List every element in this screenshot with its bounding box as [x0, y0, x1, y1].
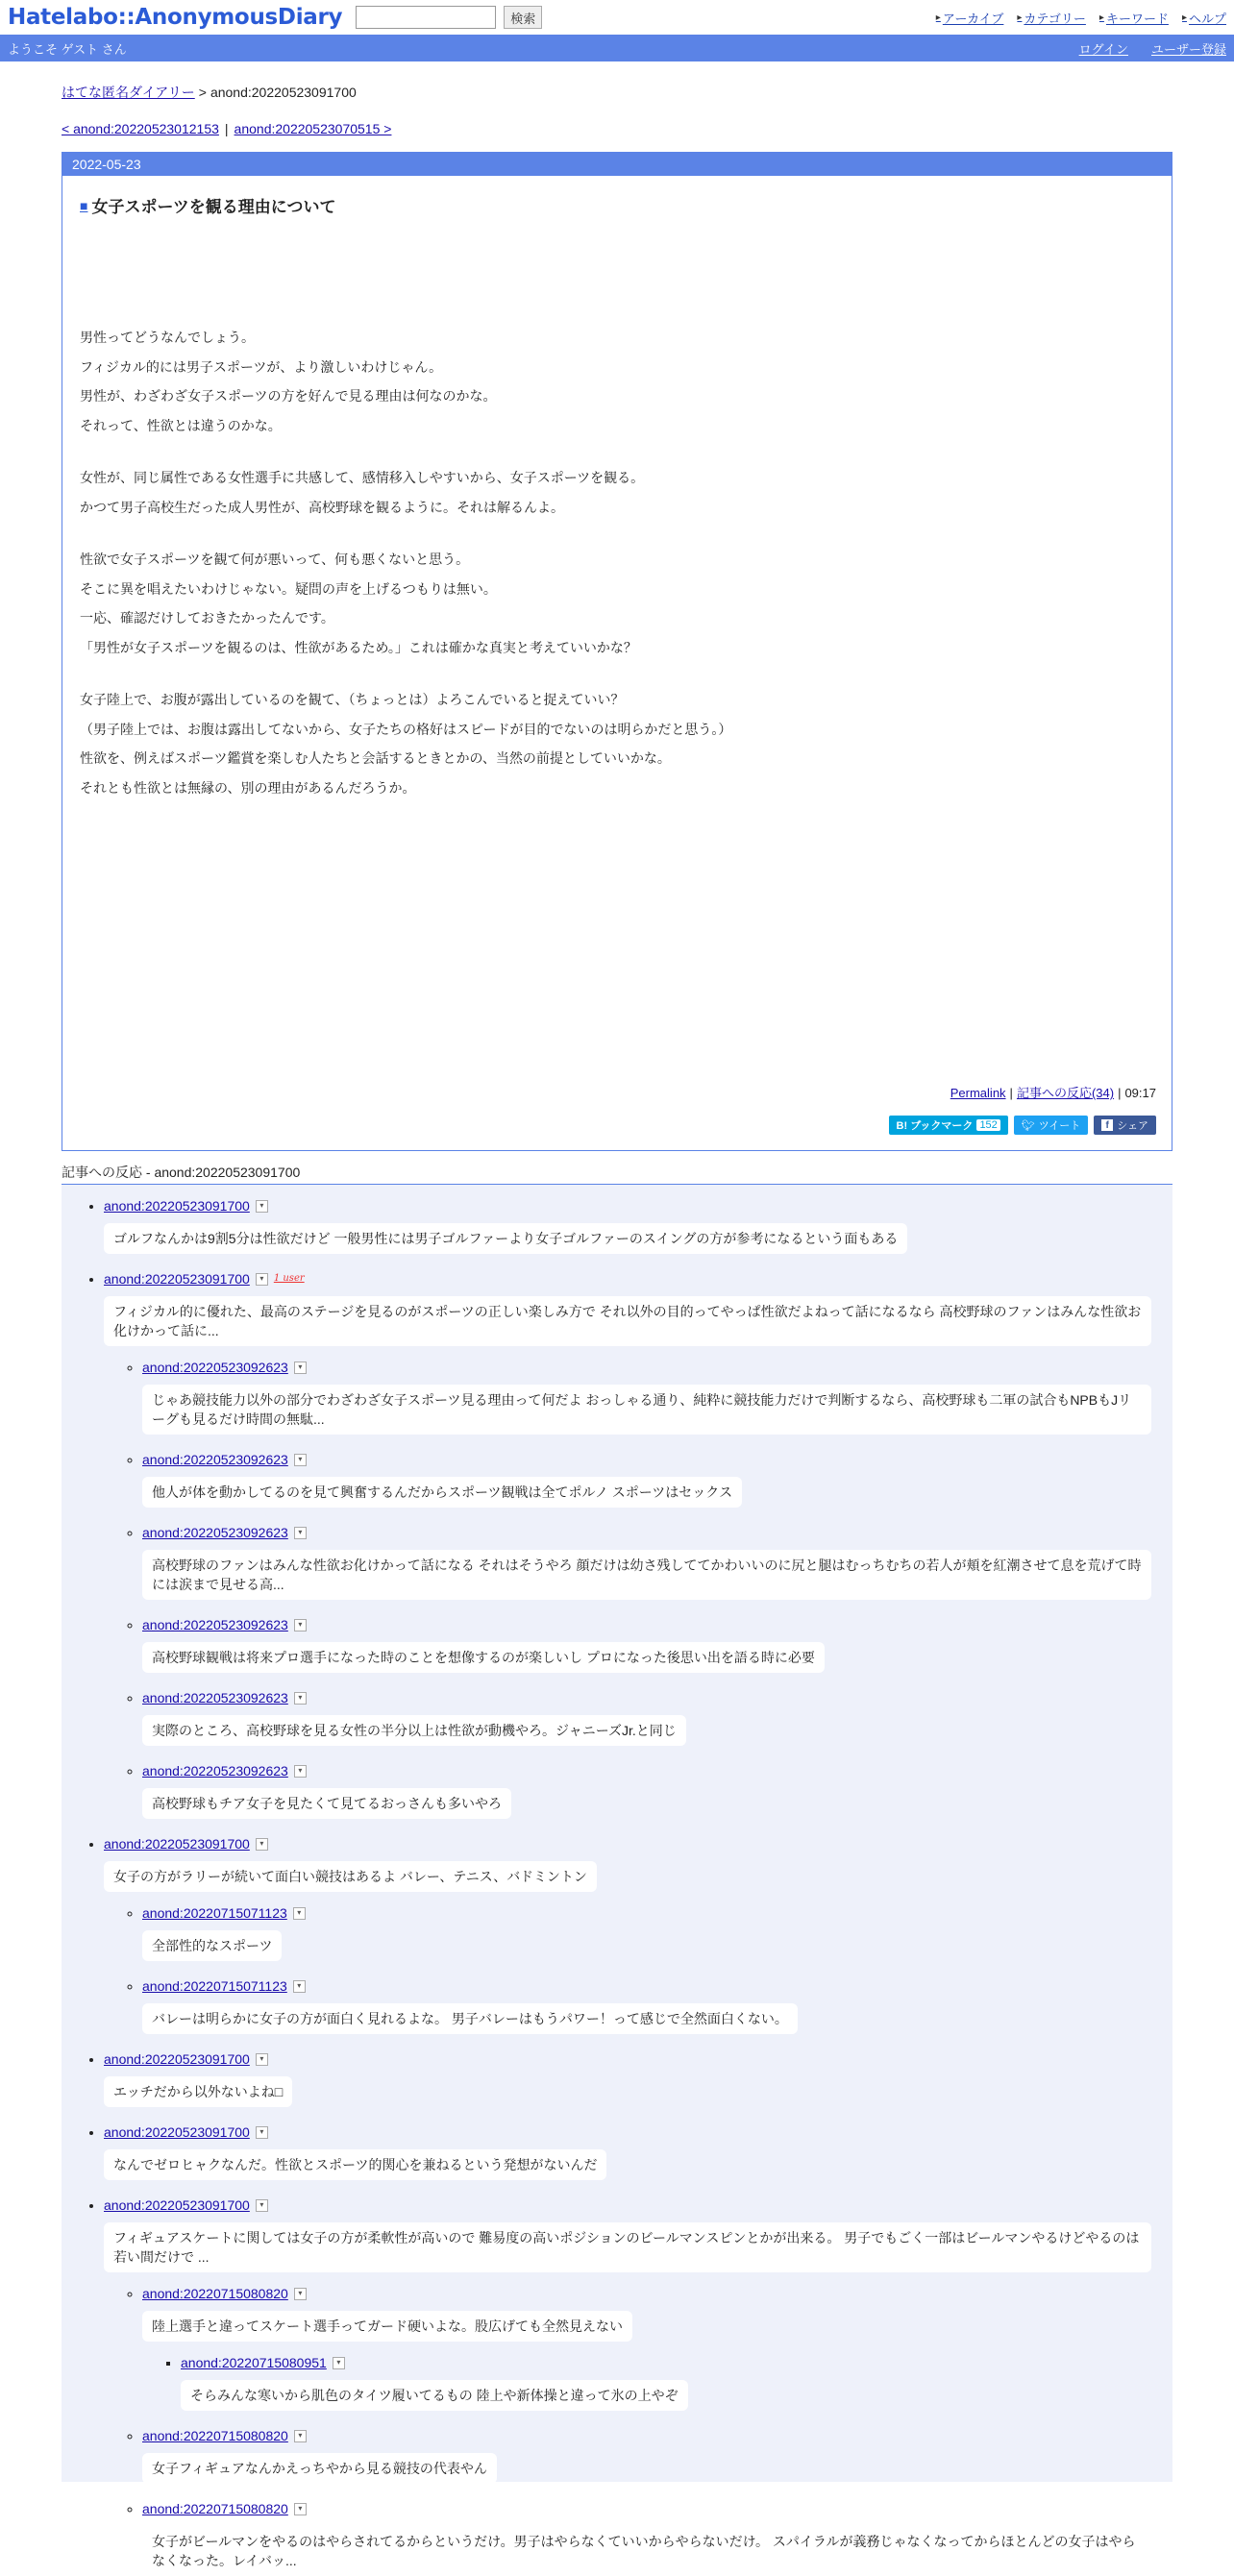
reaction-item [104, 1834, 1172, 2034]
share-label: シェア [1117, 1120, 1148, 1132]
welcome-bar [0, 35, 1234, 61]
dropdown-icon[interactable]: ▾ [294, 1619, 307, 1631]
entry-line: そこに異を唱えたいわけじゃない。疑問の声を上げるつもりは無い。 [80, 580, 497, 597]
dropdown-icon[interactable]: ▾ [333, 2357, 345, 2369]
reaction-excerpt: 高校野球のファンはみんな性欲お化けかって話になる それはそうやろ 顔だけは幼さ残しててかわいいのに尻と腿はむっちむちの若人が頬を紅潮させて息を荒げて時には涙まで見せる高... [142, 1550, 1151, 1600]
hatena-bookmark-button[interactable] [889, 1116, 1008, 1135]
chevron-right-icon: ▸ [1181, 12, 1187, 23]
permalink[interactable]: Permalink [950, 1086, 1006, 1100]
reaction-excerpt: 全部性的なスポーツ [142, 1930, 282, 1961]
bookmark-users-badge[interactable]: 1 user [273, 1273, 305, 1284]
dropdown-icon[interactable]: ▾ [294, 1692, 307, 1705]
facebook-share-button[interactable] [1094, 1116, 1156, 1135]
entry-line: 女性が、同じ属性である女性選手に共感して、感情移入しやすいから、女子スポーツを観る。 [80, 470, 645, 485]
entry-line: 「男性が女子スポーツを観るのは、性欲があるため。」これは確かな真実と考えていいかな？ [80, 639, 637, 655]
entry [62, 152, 1172, 1151]
reaction-excerpt: なんでゼロヒャクなんだ。性欲とスポーツ的関心を兼ねるという発想がないんだ [104, 2149, 606, 2180]
nav-keyword-label: キーワード [1105, 11, 1169, 26]
reaction-header [104, 1834, 1172, 1853]
dropdown-icon[interactable]: ▾ [256, 1838, 268, 1851]
reaction-item [181, 2353, 1172, 2411]
dropdown-icon[interactable]: ▾ [256, 2199, 268, 2212]
bird-icon: 🐦︎ [1021, 1119, 1035, 1132]
pager-separator: | [224, 121, 229, 136]
entry-date: 2022-05-23 [62, 153, 1172, 176]
nav-help[interactable] [1182, 9, 1226, 27]
reaction-header [104, 2049, 1172, 2069]
reaction-header [142, 1761, 1172, 1780]
search-input[interactable] [356, 6, 496, 29]
nav-archive[interactable] [936, 9, 1004, 27]
entry-line: （男子陸上では、お腹は露出してないから、女子たちの格好はスピードが目的でないのは明らかだと思う。） [80, 721, 732, 737]
reaction-item [142, 1450, 1172, 1508]
reaction-header [142, 1688, 1172, 1707]
entry-line: 一応、確認だけしておきたかったんです。 [80, 610, 334, 626]
social-buttons [889, 1116, 1156, 1135]
facebook-icon: f [1101, 1119, 1113, 1131]
reaction-item [142, 1615, 1172, 1673]
dropdown-icon[interactable]: ▾ [293, 1907, 306, 1920]
reaction-id-link[interactable]: ◦ anond:20220715080820 [142, 2501, 288, 2516]
header [0, 0, 1234, 35]
reaction-item [142, 2426, 1172, 2484]
reaction-id-link[interactable]: ◦ anond:20220523092623 [142, 1690, 288, 1705]
reaction-id-link[interactable]: • anond:20220523091700 [104, 1198, 250, 1214]
reaction-item [104, 2049, 1172, 2107]
entry-title-text: 女子スポーツを観る理由について [91, 198, 336, 216]
reaction-id-link[interactable]: ◦ anond:20220715071123 [142, 1978, 287, 1994]
entry-footer: Permalink | 記事への反応(34) | 09:17 [950, 1086, 1156, 1100]
dropdown-icon[interactable]: ▾ [294, 2503, 307, 2515]
welcome-text: ようこそ ゲスト さん [8, 41, 127, 57]
reaction-id-link[interactable]: • anond:20220523091700 [104, 1271, 250, 1287]
breadcrumb-separator: > [198, 85, 207, 100]
reaction-header [142, 1903, 1172, 1923]
reaction-header [142, 2284, 1172, 2303]
reaction-header [104, 2122, 1172, 2142]
reaction-item [142, 2499, 1172, 2576]
reaction-item [104, 1269, 1172, 1819]
reaction-item [142, 2284, 1172, 2411]
reaction-header [142, 1615, 1172, 1634]
reaction-header [181, 2353, 1172, 2372]
search-button[interactable]: 検索 [504, 6, 542, 29]
reaction-item [104, 2122, 1172, 2180]
entry-line: 男性が、わざわざ女子スポーツの方を好んで見る理由は何なのかな。 [80, 388, 497, 404]
reaction-excerpt: 女子がビールマンをやるのはやらされてるからというだけ。男子はやらなくていいからやらないだけ。 スパイラルが義務じゃなくなってからほとんどの女子はやらなくなった。レイバッ... [142, 2526, 1151, 2576]
reaction-id-link[interactable]: ◦ anond:20220523092623 [142, 1525, 288, 1540]
entry-line: それとも性欲とは無縁の、別の理由があるんだろうか。 [80, 779, 416, 796]
breadcrumb [62, 83, 1172, 102]
reaction-excerpt: ゴルフなんかは9割5分は性欲だけど 一般男性には男子ゴルファーより女子ゴルファーのスイングの方が参考になるという面もある [104, 1223, 907, 1254]
nav-archive-label: アーカイブ [942, 11, 1004, 26]
reaction-item [142, 1761, 1172, 1819]
login-link[interactable]: ログイン [1078, 41, 1128, 57]
bookmark-count: 152 [976, 1119, 1000, 1131]
entry-paragraph [80, 685, 1172, 802]
reactions-section [62, 1185, 1172, 2568]
dropdown-icon[interactable]: ▾ [256, 1273, 268, 1286]
entry-line: それって、性欲とは違うのかな。 [80, 417, 282, 433]
reactions-link[interactable]: 記事への反応(34) [1016, 1086, 1115, 1100]
entry-line: フィジカル的には男子スポーツが、より激しいわけじゃん。 [80, 358, 443, 375]
breadcrumb-current: anond:20220523091700 [210, 85, 357, 100]
dropdown-icon[interactable]: ▾ [294, 1454, 307, 1466]
reaction-id-link[interactable]: • anond:20220523091700 [104, 2197, 250, 2213]
reaction-id-link[interactable]: ◦ anond:20220715071123 [142, 1905, 287, 1921]
reaction-header [142, 2426, 1172, 2445]
nav-category-label: カテゴリー [1024, 11, 1086, 26]
dropdown-icon[interactable]: ▾ [256, 2126, 268, 2139]
reaction-id-link[interactable]: • anond:20220523091700 [104, 1836, 250, 1852]
reaction-excerpt: 女子フィギュアなんかえっちやから見る競技の代表やん [142, 2453, 497, 2484]
register-link[interactable]: ユーザー登録 [1150, 41, 1226, 57]
reaction-excerpt: フィジカル的に優れた、最高のステージを見るのがスポーツの正しい楽しみ方で それ以外の目的ってやっぱ性欲だよねって話になるなら 高校野球のファンはみんな性欲お化けかって話に... [104, 1296, 1151, 1346]
main-content [62, 83, 1172, 2568]
site-logo[interactable]: Hatelabo::AnonymousDiary [8, 5, 343, 30]
reaction-item [142, 1976, 1172, 2034]
dropdown-icon[interactable]: ▾ [294, 2288, 307, 2300]
title-mark-icon[interactable]: ■ [80, 197, 88, 213]
entry-line: 女子陸上で、お腹が露出しているのを観て、（ちょっとは）よろこんでいると捉えていい？ [80, 692, 625, 707]
reactions-sublist [104, 1903, 1172, 2034]
dropdown-icon[interactable]: ▾ [293, 1980, 306, 1993]
reaction-item [142, 1358, 1172, 1435]
reaction-id-link[interactable]: ▪ anond:20220715080951 [181, 2355, 327, 2370]
reactions-sublist [142, 2353, 1172, 2411]
entry-paragraph [80, 323, 1172, 440]
reaction-id-link[interactable]: • anond:20220523091700 [104, 2051, 250, 2067]
reaction-id-link[interactable]: ◦ anond:20220523092623 [142, 1452, 288, 1467]
reaction-header [104, 2196, 1172, 2215]
reaction-id-link[interactable]: ◦ anond:20220523092623 [142, 1763, 288, 1779]
breadcrumb-root[interactable]: はてな匿名ダイアリー [62, 85, 195, 100]
reaction-header [142, 1358, 1172, 1377]
chevron-right-icon: ▸ [1017, 12, 1023, 23]
top-nav [936, 9, 1226, 27]
reaction-item [142, 1523, 1172, 1600]
nav-help-label: ヘルプ [1188, 11, 1226, 26]
reaction-item [142, 1903, 1172, 1961]
reactions-sublist [104, 2284, 1172, 2576]
nav-category[interactable] [1017, 9, 1086, 27]
reaction-id-link[interactable]: ◦ anond:20220715080820 [142, 2286, 288, 2301]
entry-body [80, 323, 1172, 802]
reaction-excerpt: そらみんな寒いから肌色のタイツ履いてるもの 陸上や新体操と違って氷の上やぞ [181, 2380, 688, 2411]
reaction-excerpt: じゃあ競技能力以外の部分でわざわざ女子スポーツ見る理由って何だよ おっしゃる通り、純粋に競技能力だけで判断するなら、高校野球も二軍の試合もNPBもJリーグも見るだけ時間の無駄... [142, 1385, 1151, 1435]
reaction-header [104, 1269, 1172, 1288]
entry-line: 性欲を、例えばスポーツ鑑賞を楽しむ人たちと会話するときとかの、当然の前提としていいかな。 [80, 750, 671, 766]
dropdown-icon[interactable]: ▾ [294, 2430, 307, 2442]
reactions-sublist [104, 1358, 1172, 1819]
dropdown-icon[interactable]: ▾ [294, 1527, 307, 1539]
next-entry-link[interactable]: anond:20220523070515 > [234, 121, 392, 136]
tweet-label: ツイート [1038, 1120, 1081, 1132]
bookmark-label: B! ブックマーク [896, 1120, 974, 1132]
reaction-excerpt: 女子の方がラリーが続いて面白い競技はあるよ バレー、テニス、バドミントン [104, 1861, 597, 1892]
reaction-excerpt: 他人が体を動かしてるのを見て興奮するんだからスポーツ観戦は全てポルノ スポーツはセックス [142, 1477, 742, 1508]
reaction-id-link[interactable]: • anond:20220523091700 [104, 2124, 250, 2140]
dropdown-icon[interactable]: ▾ [256, 2053, 268, 2066]
reaction-excerpt: エッチだから以外ないよね□ [104, 2076, 292, 2107]
reaction-header [142, 1976, 1172, 1996]
entry-paragraph [80, 463, 1172, 522]
reaction-id-link[interactable]: ◦ anond:20220523092623 [142, 1617, 288, 1632]
chevron-right-icon: ▸ [935, 12, 941, 23]
reaction-item [104, 2196, 1172, 2576]
reaction-id-link[interactable]: ◦ anond:20220523092623 [142, 1360, 288, 1375]
reaction-header [142, 1523, 1172, 1542]
chevron-right-icon: ▸ [1098, 12, 1104, 23]
reaction-item [104, 1196, 1172, 1254]
reaction-excerpt: 高校野球もチア女子を見たくて見てるおっさんも多いやろ [142, 1788, 511, 1819]
tweet-button[interactable] [1014, 1116, 1088, 1135]
dropdown-icon[interactable]: ▾ [256, 1200, 268, 1213]
reaction-excerpt: 高校野球観戦は将来プロ選手になった時のことを想像するのが楽しいし プロになった後思い出を語る時に必要 [142, 1642, 825, 1673]
prev-entry-link[interactable]: < anond:20220523012153 [62, 121, 219, 136]
reaction-header [142, 2499, 1172, 2518]
reaction-excerpt: 実際のところ、高校野球を見る女性の半分以上は性欲が動機やろ。ジャニーズJr.と同じ [142, 1715, 686, 1746]
reactions-list [62, 1196, 1172, 2576]
reactions-heading: 記事への反応 - anond:20220523091700 [62, 1163, 1172, 1185]
reaction-header [142, 1450, 1172, 1469]
reaction-excerpt: 陸上選手と違ってスケート選手ってガード硬いよな。股広げても全然見えない [142, 2311, 632, 2342]
reaction-id-link[interactable]: ◦ anond:20220715080820 [142, 2428, 288, 2443]
dropdown-icon[interactable]: ▾ [294, 1362, 307, 1374]
entry-line: 男性ってどうなんでしょう。 [80, 330, 255, 345]
entry-title [80, 193, 1172, 217]
nav-keyword[interactable] [1099, 9, 1169, 27]
dropdown-icon[interactable]: ▾ [294, 1765, 307, 1778]
reaction-item [142, 1688, 1172, 1746]
entry-line: 性欲で女子スポーツを観て何が悪いって、何も悪くないと思う。 [80, 552, 470, 567]
reaction-header [104, 1196, 1172, 1215]
entry-paragraph [80, 545, 1172, 662]
pager [62, 121, 1172, 136]
entry-line: かつて男子高校生だった成人男性が、高校野球を観るように。それは解るんよ。 [80, 499, 564, 515]
entry-time: 09:17 [1124, 1086, 1156, 1100]
reaction-excerpt: バレーは明らかに女子の方が面白く見れるよな。 男子バレーはもうパワー！って感じで全然面白くない。 [142, 2003, 798, 2034]
reaction-excerpt: フィギュアスケートに関しては女子の方が柔軟性が高いので 難易度の高いポジションのビールマンスピンとかが出来る。 男子でもごく一部はビールマンやるけどやるのは若い間だけで ... [104, 2222, 1151, 2272]
